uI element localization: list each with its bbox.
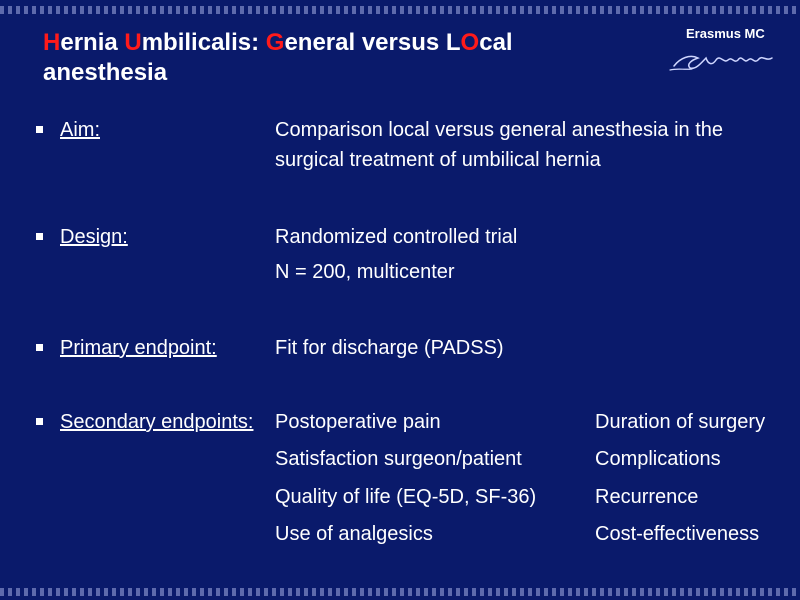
secondary-col1-item: Postoperative pain (275, 411, 441, 433)
logo-text: Erasmus MC (686, 26, 765, 41)
title-part: H (43, 29, 61, 56)
top-dotted-border (0, 6, 800, 14)
title-part: U (124, 29, 142, 56)
secondary-col2-item: Duration of surgery (595, 411, 766, 433)
secondary-col1-item: Satisfaction surgeon/patient (275, 448, 522, 470)
secondary-col2-item: Recurrence (595, 486, 699, 508)
aim-label: Aim: (60, 119, 100, 141)
secondary-col2-item: Cost-effectiveness (595, 523, 760, 545)
slide-title (43, 28, 603, 88)
primary-endpoint-value: Fit for discharge (PADSS) (275, 337, 504, 359)
bottom-dotted-border (0, 588, 800, 596)
title-part: cal anesthesia (43, 29, 513, 86)
title-part: mbilicalis: (141, 29, 266, 56)
secondary-endpoints-label: Secondary endpoints: (60, 411, 254, 433)
primary-endpoint-label: Primary endpoint: (60, 337, 217, 359)
bullet-design (36, 233, 43, 240)
title-part: O (460, 29, 480, 56)
title-part: eneral versus (284, 29, 446, 56)
design-label: Design: (60, 226, 128, 248)
title-part: G (265, 29, 285, 56)
design-line-2: N = 200, multicenter (275, 261, 455, 283)
design-line-1: Randomized controlled trial (275, 226, 518, 248)
aim-line-1: Comparison local versus general anesthesia in the (275, 119, 724, 141)
bullet-aim (36, 126, 43, 133)
secondary-col1-item: Use of analgesics (275, 523, 433, 545)
signature-icon (668, 40, 783, 74)
title-part: L (445, 29, 461, 56)
secondary-col1-item: Quality of life (EQ-5D, SF-36) (275, 486, 537, 508)
title-part: ernia (60, 29, 125, 56)
erasmus-mc-logo (668, 26, 783, 74)
bullet-secondary (36, 418, 43, 425)
bullet-primary (36, 344, 43, 351)
secondary-col2-item: Complications (595, 448, 721, 470)
aim-line-2: surgical treatment of umbilical hernia (275, 149, 601, 171)
